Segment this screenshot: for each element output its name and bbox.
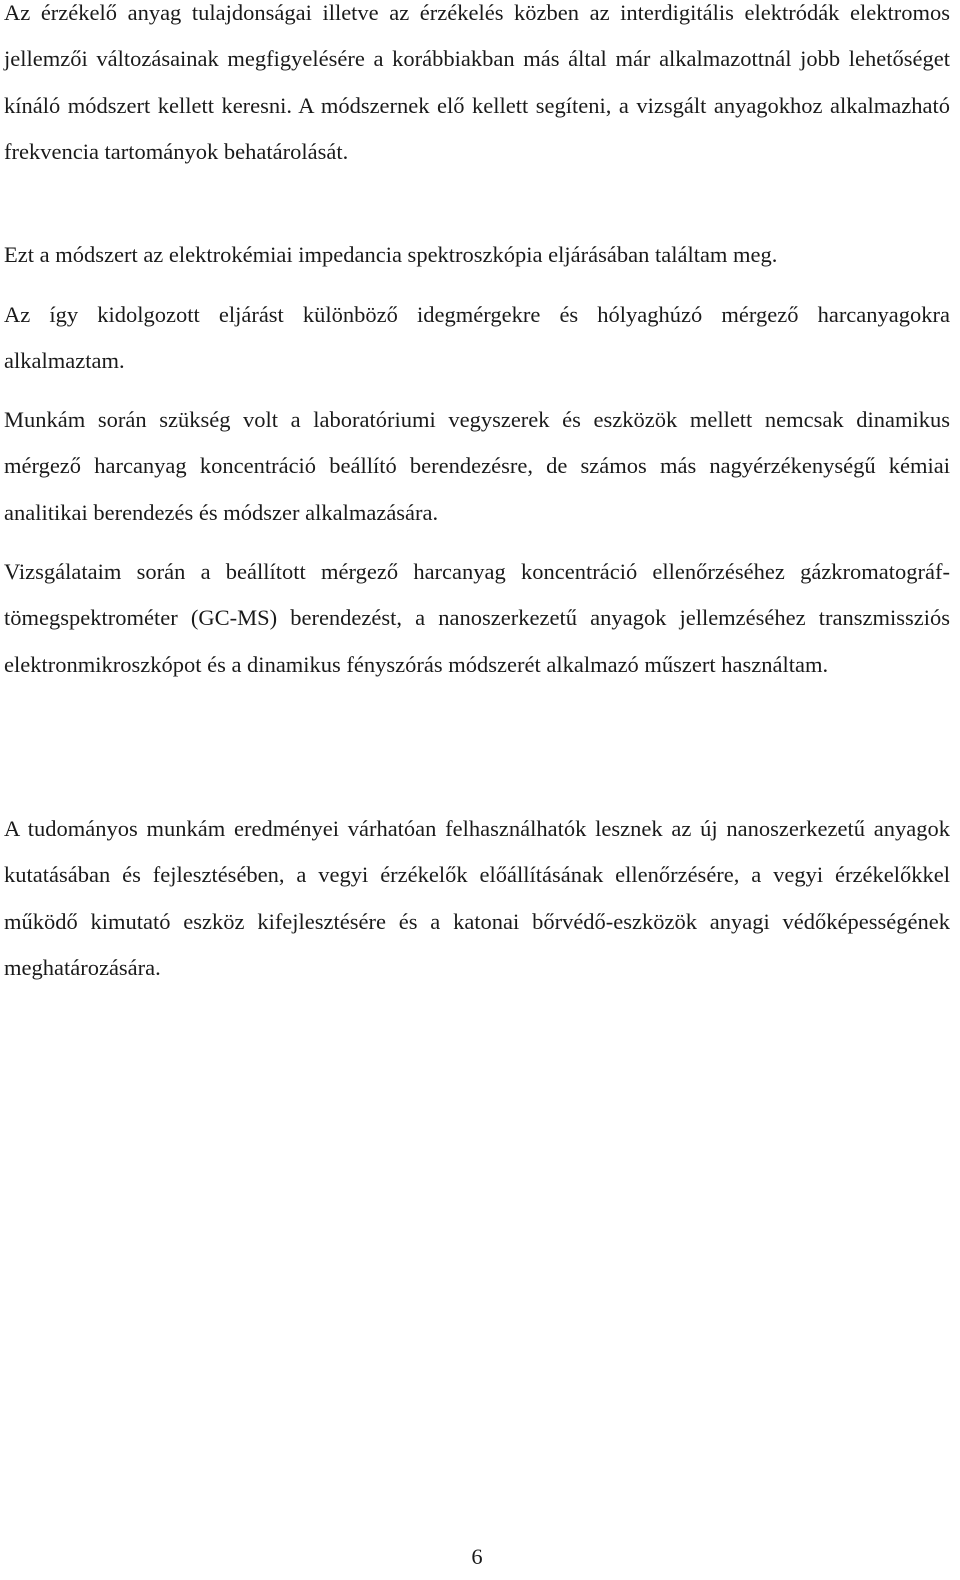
paragraph-results-usage: A tudományos munkám eredményei várhatóan felhasználhatók lesznek az új nanoszerkezetű anyagok kutatásában és fejlesztésében, a vegyi érzékelők előállításának ellenőrzésére, a vegyi érzékelőkkel működő kimutató eszköz kifejlesztésére és a katonai bőrvédő-eszközök anyagi védőképességének meghatározására. [4,816,950,980]
paragraph-instruments: Vizsgálataim során a beállított mérgező harcanyag koncentráció ellenőrzéséhez gázkromatográf-tömegspektrométer (GC-MS) berendezést, a nanoszerkezetű anyagok jellemzéséhez transzmissziós elektronmikroszkópot és a dinamikus fényszórás módszerét alkalmazó műszert használtam. [4,559,950,677]
page-number: 6 [471,1544,483,1569]
paragraph-lab-equipment: Munkám során szükség volt a laboratóriumi vegyszerek és eszközök mellett nemcsak dinamikus mérgező harcanyag koncentráció beállító berendezésre, de számos más nagyérzékenységű kémiai analitikai berendezés és módszer alkalmazására. [4,407,950,525]
paragraph-impedance-spectroscopy: Ezt a módszert az elektrokémiai impedancia spektroszkópia eljárásában találtam meg. [4,242,778,267]
document-page [4,0,950,1580]
paragraph-sensor-method: Az érzékelő anyag tulajdonságai illetve az érzékelés közben az interdigitális elektródák elektromos jellemzői változásainak megfigyelésére a korábbiakban más által már alkalmazottnál jobb lehetőséget kínáló módszert kellett keresni. A módszernek elő kellett segíteni, a vizsgált anyagokhoz alkalmazható frekvencia tartományok behatárolását. [4,0,950,164]
paragraph-applied-agents: Az így kidolgozott eljárást különböző idegmérgekre és hólyaghúzó mérgező harcanyagokra alkalmaztam. [4,302,950,374]
